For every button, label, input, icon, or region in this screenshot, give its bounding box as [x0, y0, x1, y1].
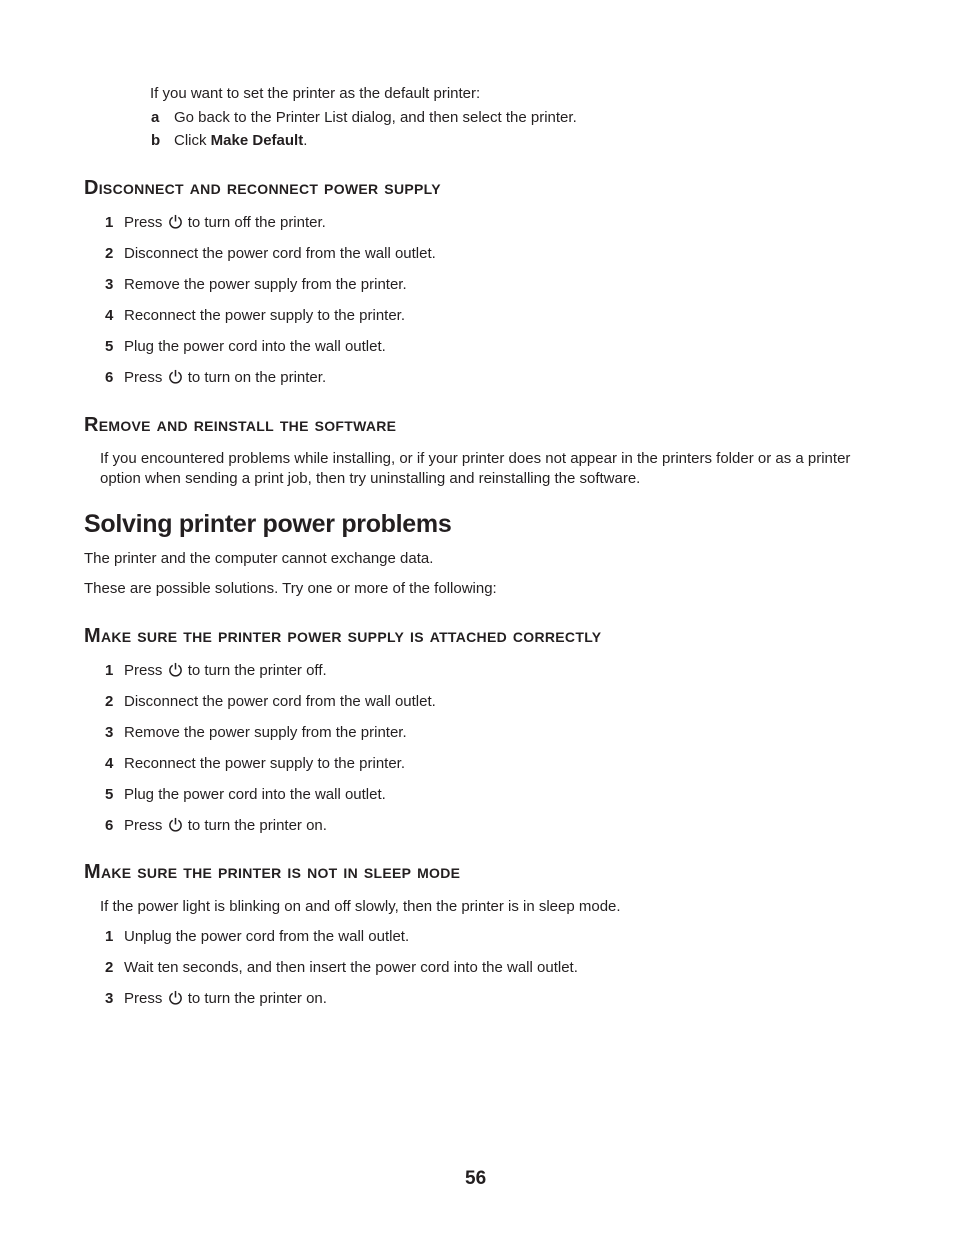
step-text: Unplug the power cord from the wall outlet. — [124, 928, 410, 945]
section-heading-sleep-mode: Make sure the printer is not in sleep mode — [84, 861, 461, 883]
power-icon — [168, 817, 183, 832]
step-text: Reconnect the power supply to the printer. — [124, 307, 406, 324]
step-number: 2 — [105, 693, 114, 710]
step-text: Press to turn the printer off. — [124, 662, 327, 679]
step-number: 6 — [105, 817, 114, 834]
step-text: Wait ten seconds, and then insert the power cord into the wall outlet. — [124, 959, 578, 976]
step-number: 1 — [105, 662, 114, 679]
section-heading-disconnect: Disconnect and reconnect power supply — [84, 177, 441, 199]
step-number: 5 — [105, 338, 114, 355]
make-default-label: Make Default — [210, 132, 304, 149]
step-text: Press to turn on the printer. — [124, 369, 327, 386]
step-marker-a: a — [151, 109, 160, 126]
step-text: Press to turn the printer on. — [124, 990, 327, 1007]
step-text: Remove the power supply from the printer. — [124, 724, 407, 741]
intro-paragraph: These are possible solutions. Try one or more of the following: — [84, 580, 497, 597]
step-number: 4 — [105, 755, 114, 772]
intro-text: If you want to set the printer as the default printer: — [150, 85, 481, 102]
step-number: 2 — [105, 245, 114, 262]
step-number: 1 — [105, 214, 114, 231]
step-number: 2 — [105, 959, 114, 976]
intro-paragraph: The printer and the computer cannot exchange data. — [84, 550, 434, 567]
step-number: 5 — [105, 786, 114, 803]
step-number: 3 — [105, 724, 114, 741]
power-icon — [168, 662, 183, 677]
step-text: Plug the power cord into the wall outlet. — [124, 786, 386, 803]
step-number: 3 — [105, 990, 114, 1007]
power-icon — [168, 369, 183, 384]
section-body: If you encountered problems while installing, or if your printer does not appear in the printers folder or as a printer option when sending a print job, then try uninstalling and reinstalling the software. — [100, 450, 851, 487]
step-number: 1 — [105, 928, 114, 945]
step-text: Plug the power cord into the wall outlet. — [124, 338, 386, 355]
step-text-b: Click Make Default. — [174, 132, 308, 149]
step-number: 4 — [105, 307, 114, 324]
section-heading-power-supply: Make sure the printer power supply is attached correctly — [84, 625, 602, 647]
step-text: Reconnect the power supply to the printer. — [124, 755, 406, 772]
step-number: 3 — [105, 276, 114, 293]
step-text: Disconnect the power cord from the wall outlet. — [124, 693, 436, 710]
section-body: If the power light is blinking on and off slowly, then the printer is in sleep mode. — [100, 898, 621, 915]
page-number: 56 — [465, 1168, 487, 1189]
step-text: Remove the power supply from the printer. — [124, 276, 407, 293]
power-icon — [168, 990, 183, 1005]
power-icon — [168, 214, 183, 229]
step-text-a: Go back to the Printer List dialog, and then select the printer. — [174, 109, 577, 126]
step-text: Press to turn off the printer. — [124, 214, 326, 231]
step-marker-b: b — [151, 132, 161, 149]
page-title: Solving printer power problems — [84, 510, 452, 538]
section-heading-reinstall: Remove and reinstall the software — [84, 414, 397, 436]
step-text: Press to turn the printer on. — [124, 817, 327, 834]
step-text: Disconnect the power cord from the wall outlet. — [124, 245, 436, 262]
step-number: 6 — [105, 369, 114, 386]
